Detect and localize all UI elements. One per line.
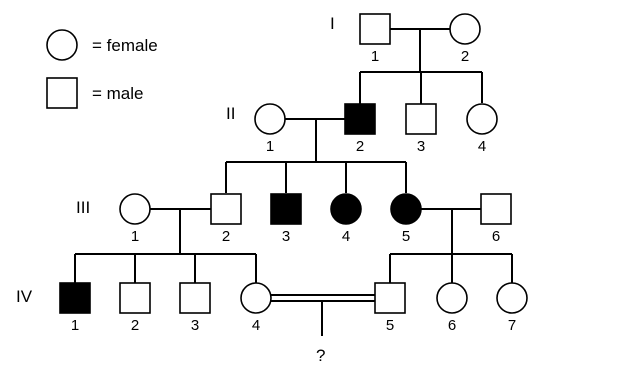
legend-male-symbol — [47, 78, 77, 108]
individual-label-I1: 1 — [370, 48, 380, 65]
individual-III5-female-affected — [391, 194, 421, 224]
generation-label-IV: IV — [16, 287, 33, 306]
generation-label-II: II — [226, 104, 236, 123]
individual-label-III4: 4 — [341, 228, 351, 245]
legend-male-label: = male — [92, 84, 144, 103]
individual-II4-female — [467, 104, 497, 134]
individual-III3-male-affected — [271, 194, 301, 224]
individual-IV5-male — [375, 283, 405, 313]
generation-label-III: III — [76, 198, 91, 217]
individual-II1-female — [255, 104, 285, 134]
individual-label-II2: 2 — [355, 138, 365, 155]
individual-II2-male-affected — [345, 104, 375, 134]
legend-female-symbol — [47, 30, 77, 60]
individual-IV7-female — [497, 283, 527, 313]
legend — [47, 30, 158, 108]
individual-label-IV3: 3 — [190, 317, 200, 334]
individual-label-III1: 1 — [130, 228, 140, 245]
individual-label-IV7: 7 — [507, 317, 517, 334]
legend-female-label: = female — [92, 36, 158, 55]
individual-label-I2: 2 — [460, 48, 470, 65]
individual-label-III5: 5 — [401, 228, 411, 245]
individual-II3-male — [406, 104, 436, 134]
individual-label-III6: 6 — [491, 228, 501, 245]
individuals — [60, 14, 527, 334]
individual-label-II3: 3 — [416, 138, 426, 155]
individual-III2-male — [211, 194, 241, 224]
individual-label-III3: 3 — [281, 228, 291, 245]
individual-I2-female — [450, 14, 480, 44]
individual-I1-male — [360, 14, 390, 44]
individual-label-IV4: 4 — [251, 317, 261, 334]
individual-IV6-female — [437, 283, 467, 313]
offspring-question-mark: ? — [316, 346, 326, 365]
individual-label-III2: 2 — [221, 228, 231, 245]
individual-III6-male — [481, 194, 511, 224]
individual-IV1-male-affected — [60, 283, 90, 313]
individual-III1-female — [120, 194, 150, 224]
individual-IV2-male — [120, 283, 150, 313]
individual-label-II4: 4 — [477, 138, 487, 155]
individual-label-IV2: 2 — [130, 317, 140, 334]
individual-III4-female-affected — [331, 194, 361, 224]
generation-label-I: I — [330, 14, 335, 33]
individual-label-IV1: 1 — [70, 317, 80, 334]
individual-label-II1: 1 — [265, 138, 275, 155]
individual-label-IV6: 6 — [447, 317, 457, 334]
individual-IV3-male — [180, 283, 210, 313]
individual-label-IV5: 5 — [385, 317, 395, 334]
individual-IV4-female — [241, 283, 271, 313]
